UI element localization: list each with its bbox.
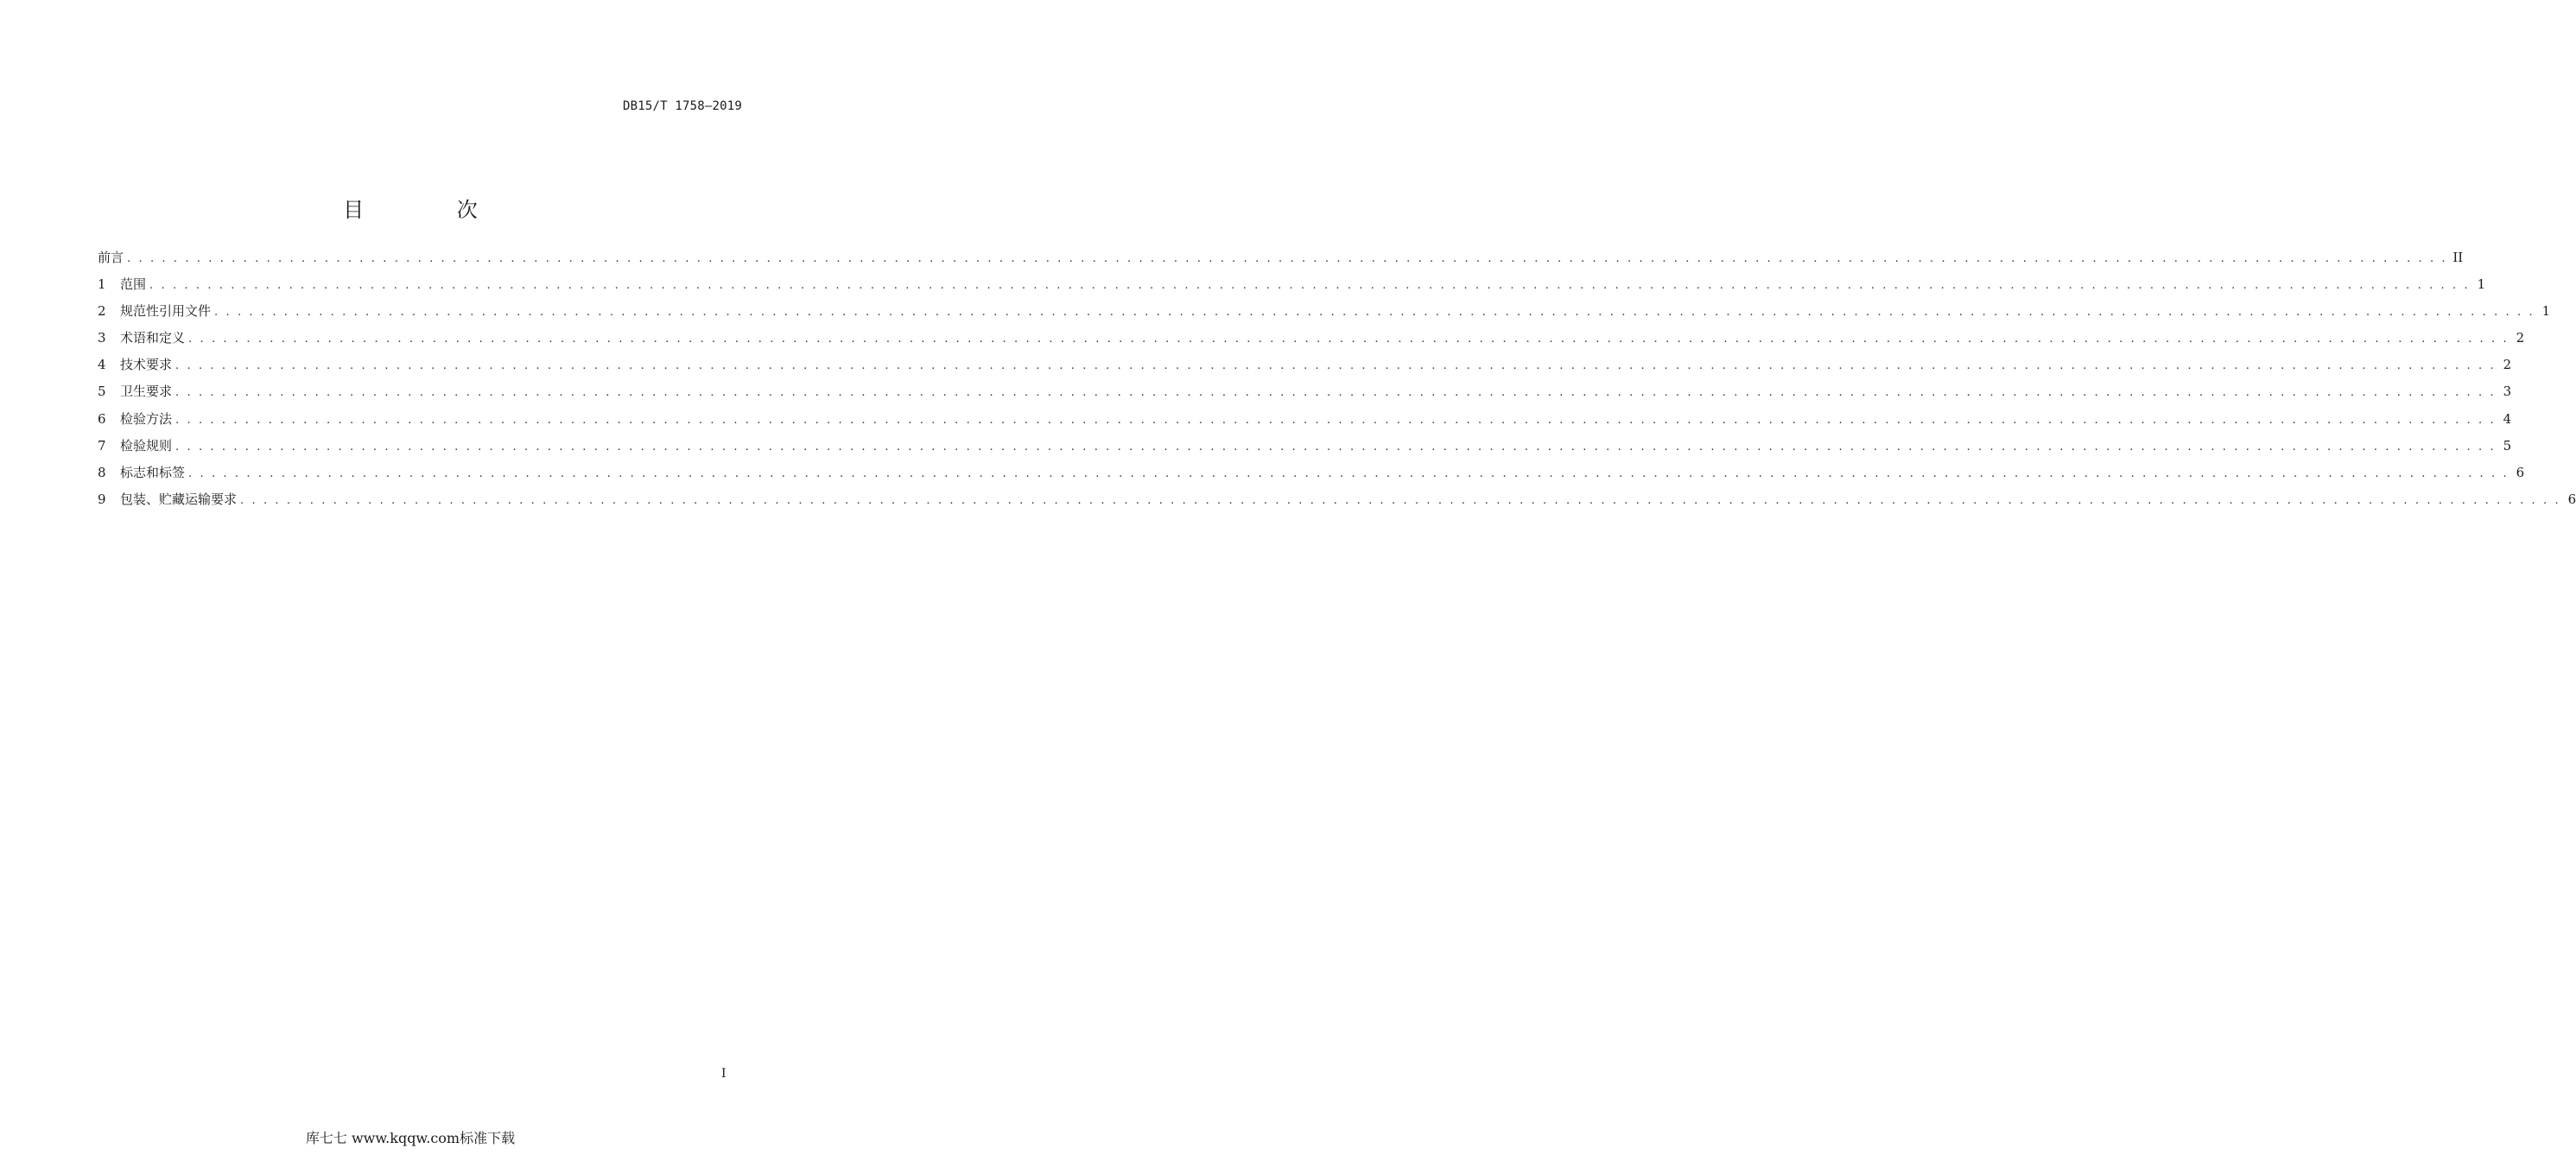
toc-dot-leader: . . . . . . . . . . . . . . . . . . . . . . . . . . . . . . . . . . . . . . . . . . . . . . . . . . . . . . . . . . . . . . . . . . . . . . . . . . . . . . . . . . . . . . . . . . . . . . . . . . . . . . . . . . . . . . . . . . . . . . . . . . . . . . . . . . . . . . . . . . . . . . . . . . . . . . . . . . . . . . . . . . . . . . . . . . . . . . . . . . . . . . . . . . . . . . . . . . . . . . . . bbox=[175, 440, 2497, 454]
toc-entry-page: 2 bbox=[2516, 330, 2525, 346]
toc-title: 目 次 bbox=[343, 198, 521, 223]
toc-entry-page: 1 bbox=[2477, 276, 2486, 293]
toc-entry[interactable] bbox=[98, 248, 2464, 275]
toc-entry[interactable] bbox=[98, 382, 2512, 409]
toc-dot-leader: . . . . . . . . . . . . . . . . . . . . . . . . . . . . . . . . . . . . . . . . . . . . . . . . . . . . . . . . . . . . . . . . . . . . . . . . . . . . . . . . . . . . . . . . . . . . . . . . . . . . . . . . . . . . . . . . . . . . . . . . . . . . . . . . . . . . . . . . . . . . . . . . . . . . . . . . . . . . . . . . . . . . . . . . . . . . . . . . . . . . . . . . . . . . . . . . . . . . . . . . bbox=[188, 466, 2509, 480]
toc-entry[interactable] bbox=[98, 355, 2512, 382]
toc-entry-title: 术语和定义 bbox=[120, 330, 186, 346]
toc-entry-title: 标志和标签 bbox=[120, 464, 186, 480]
toc-entry-title: 检验规则 bbox=[120, 437, 173, 454]
toc-entry-page: II bbox=[2452, 250, 2464, 265]
toc-entry-page: 4 bbox=[2503, 410, 2512, 427]
toc-dot-leader: . . . . . . . . . . . . . . . . . . . . . . . . . . . . . . . . . . . . . . . . . . . . . . . . . . . . . . . . . . . . . . . . . . . . . . . . . . . . . . . . . . . . . . . . . . . . . . . . . . . . . . . . . . . . . . . . . . . . . . . . . . . . . . . . . . . . . . . . . . . . . . . . . . . . . . . . . . . . . . . . . . . . . . . . . . . . . . . . . . . . . . . . . . . . . . . . . . . . . . . . bbox=[175, 359, 2497, 373]
toc-entry[interactable] bbox=[98, 409, 2512, 436]
toc-entry[interactable] bbox=[98, 275, 2486, 301]
toc-dot-leader: . . . . . . . . . . . . . . . . . . . . . . . . . . . . . . . . . . . . . . . . . . . . . . . . . . . . . . . . . . . . . . . . . . . . . . . . . . . . . . . . . . . . . . . . . . . . . . . . . . . . . . . . . . . . . . . . . . . . . . . . . . . . . . . . . . . . . . . . . . . . . . . . . . . . . . . . . . . . . . . . . . . . . . . . . . . . . . . . . . . . . . . . . . . . . . . . . . . . . . . . bbox=[214, 306, 2535, 320]
toc-entry-title: 卫生要求 bbox=[120, 384, 173, 400]
toc-entry-number: 4 bbox=[98, 357, 106, 373]
toc-entry-title: 技术要求 bbox=[120, 357, 173, 373]
toc-entry-number: 5 bbox=[98, 384, 106, 400]
toc-entry-number: 2 bbox=[98, 303, 106, 320]
page-number: I bbox=[721, 1067, 726, 1081]
toc-dot-leader: . . . . . . . . . . . . . . . . . . . . . . . . . . . . . . . . . . . . . . . . . . . . . . . . . . . . . . . . . . . . . . . . . . . . . . . . . . . . . . . . . . . . . . . . . . . . . . . . . . . . . . . . . . . . . . . . . . . . . . . . . . . . . . . . . . . . . . . . . . . . . . . . . . . . . . . . . . . . . . . . . . . . . . . . . . . . . . . . . . . . . . . . . . . . . . . . . . . . . . . . bbox=[127, 252, 2448, 265]
toc-entry[interactable] bbox=[98, 436, 2512, 463]
toc-entry[interactable] bbox=[98, 301, 2551, 328]
toc-entry-number: 3 bbox=[98, 330, 106, 346]
toc-dot-leader: . . . . . . . . . . . . . . . . . . . . . . . . . . . . . . . . . . . . . . . . . . . . . . . . . . . . . . . . . . . . . . . . . . . . . . . . . . . . . . . . . . . . . . . . . . . . . . . . . . . . . . . . . . . . . . . . . . . . . . . . . . . . . . . . . . . . . . . . . . . . . . . . . . . . . . . . . . . . . . . . . . . . . . . . . . . . . . . . . . . . . . . . . . . . . . . . . . . . . . . . bbox=[240, 493, 2561, 507]
toc-entry-number: 8 bbox=[98, 464, 106, 480]
toc-entry-page: 1 bbox=[2541, 303, 2551, 320]
footer-watermark: 库七七 www.kqqw.com标准下载 bbox=[305, 1130, 516, 1146]
toc-entry-page: 2 bbox=[2503, 357, 2512, 373]
toc-entry-page: 6 bbox=[2516, 464, 2525, 480]
toc-entry-page: 3 bbox=[2503, 384, 2512, 400]
toc-entry-title: 范围 bbox=[120, 276, 147, 293]
toc-entry[interactable] bbox=[98, 463, 2525, 490]
toc-dot-leader: . . . . . . . . . . . . . . . . . . . . . . . . . . . . . . . . . . . . . . . . . . . . . . . . . . . . . . . . . . . . . . . . . . . . . . . . . . . . . . . . . . . . . . . . . . . . . . . . . . . . . . . . . . . . . . . . . . . . . . . . . . . . . . . . . . . . . . . . . . . . . . . . . . . . . . . . . . . . . . . . . . . . . . . . . . . . . . . . . . . . . . . . . . . . . . . . . . . . . . . . bbox=[175, 386, 2497, 400]
toc-entry-page: 5 bbox=[2503, 437, 2512, 454]
table-of-contents bbox=[98, 248, 2576, 517]
toc-dot-leader: . . . . . . . . . . . . . . . . . . . . . . . . . . . . . . . . . . . . . . . . . . . . . . . . . . . . . . . . . . . . . . . . . . . . . . . . . . . . . . . . . . . . . . . . . . . . . . . . . . . . . . . . . . . . . . . . . . . . . . . . . . . . . . . . . . . . . . . . . . . . . . . . . . . . . . . . . . . . . . . . . . . . . . . . . . . . . . . . . . . . . . . . . . . . . . . . . . . . . . . . bbox=[175, 413, 2497, 427]
toc-entry-title: 包装、贮藏运输要求 bbox=[120, 491, 238, 507]
toc-entry-number: 9 bbox=[98, 491, 106, 507]
toc-entry-title: 检验方法 bbox=[120, 410, 173, 427]
standard-code: DB15/T 1758—2019 bbox=[622, 99, 742, 113]
toc-entry-number: 1 bbox=[98, 276, 106, 293]
toc-entry[interactable] bbox=[98, 490, 2576, 517]
toc-dot-leader: . . . . . . . . . . . . . . . . . . . . . . . . . . . . . . . . . . . . . . . . . . . . . . . . . . . . . . . . . . . . . . . . . . . . . . . . . . . . . . . . . . . . . . . . . . . . . . . . . . . . . . . . . . . . . . . . . . . . . . . . . . . . . . . . . . . . . . . . . . . . . . . . . . . . . . . . . . . . . . . . . . . . . . . . . . . . . . . . . . . . . . . . . . . . . . . . . . . . . . . . bbox=[149, 279, 2471, 293]
toc-entry-page: 6 bbox=[2567, 491, 2576, 507]
toc-dot-leader: . . . . . . . . . . . . . . . . . . . . . . . . . . . . . . . . . . . . . . . . . . . . . . . . . . . . . . . . . . . . . . . . . . . . . . . . . . . . . . . . . . . . . . . . . . . . . . . . . . . . . . . . . . . . . . . . . . . . . . . . . . . . . . . . . . . . . . . . . . . . . . . . . . . . . . . . . . . . . . . . . . . . . . . . . . . . . . . . . . . . . . . . . . . . . . . . . . . . . . . . bbox=[188, 333, 2509, 346]
toc-entry[interactable] bbox=[98, 328, 2525, 355]
toc-entry-title: 前言 bbox=[98, 250, 124, 265]
toc-entry-number: 6 bbox=[98, 410, 106, 427]
toc-entry-number: 7 bbox=[98, 437, 106, 454]
toc-entry-title: 规范性引用文件 bbox=[120, 303, 212, 320]
